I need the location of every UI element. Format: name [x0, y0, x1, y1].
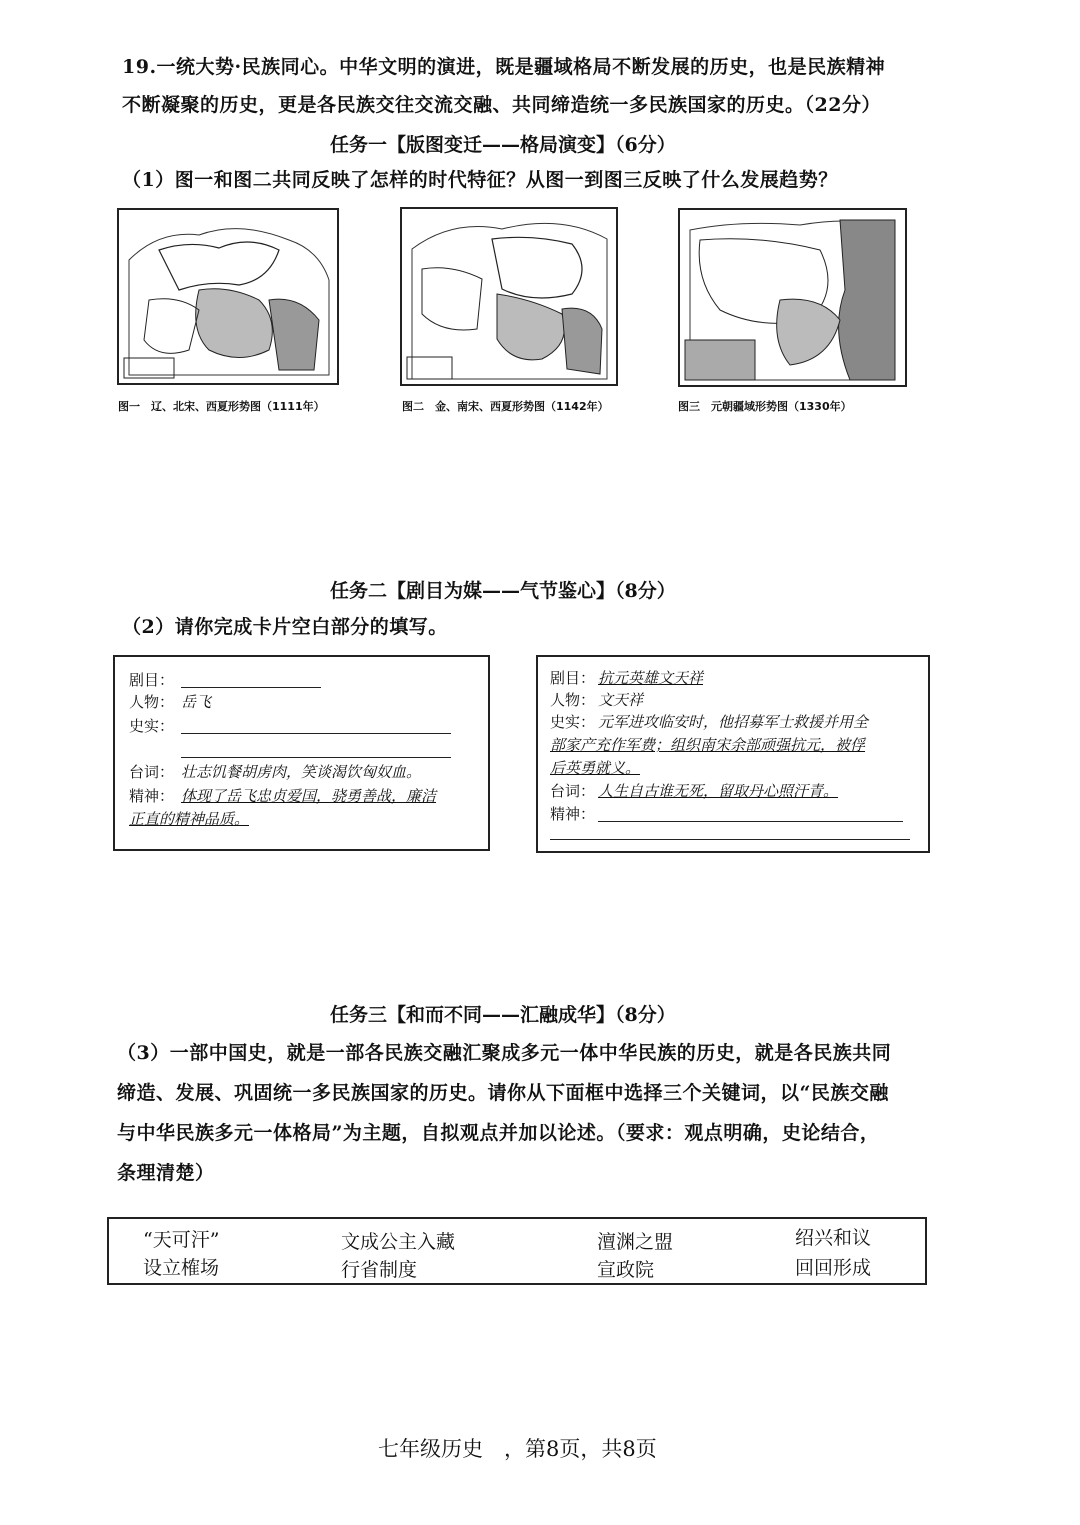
card1-spirit-line-1: 体现了岳飞忠贞爱国，骁勇善战，廉洁 [181, 787, 437, 805]
card2-person-label: 人物： [550, 691, 596, 709]
map-1-liao-song-xixia [117, 208, 339, 385]
keyword: 澶渊之盟 [597, 1231, 674, 1253]
card1-spirit-line-2: 正直的精神品质。 [129, 810, 250, 828]
card1-line: 壮志饥餐胡虏肉，笑谈渴饮匈奴血。 [181, 763, 422, 781]
card2-fact-label: 史实： [550, 713, 596, 731]
keyword: 绍兴和议 [795, 1227, 872, 1249]
card1-line-label: 台词： [129, 763, 175, 781]
keyword: 文成公主入藏 [341, 1231, 456, 1253]
page-footer: 七年级历史 ，第8页，共8页 [378, 1437, 657, 1461]
task3-title: 任务三【和而不同——汇融成华】（8分） [330, 1004, 676, 1026]
task3-question-line-4: 条理清楚） [117, 1162, 215, 1184]
task3-question-line-2: 缔造、发展、巩固统一多民族国家的历史。请你从下面框中选择三个关键词，以“民族交融 [117, 1082, 889, 1104]
keyword: 回回形成 [795, 1257, 872, 1279]
map-3-yuan-territory [678, 208, 907, 387]
keyword: “天可汗” [143, 1229, 220, 1251]
card1-play-blank[interactable] [181, 687, 321, 688]
map-3-caption: 图三 元朝疆域形势图（1330年） [678, 400, 852, 413]
card-wentianxiang [536, 655, 930, 853]
card1-fact-blank-1[interactable] [181, 733, 451, 734]
card1-fact-label: 史实： [129, 717, 175, 735]
card1-fact-blank-2[interactable] [181, 757, 451, 758]
keyword: 设立榷场 [143, 1257, 220, 1279]
card2-spirit-blank-1[interactable] [598, 821, 903, 822]
card2-line-label: 台词： [550, 782, 596, 800]
map-1-caption: 图一 辽、北宋、西夏形势图（1111年） [118, 400, 325, 413]
task2-question: （2）请你完成卡片空白部分的填写。 [122, 616, 448, 638]
task1-title: 任务一【版图变迁——格局演变】（6分） [330, 134, 676, 156]
map-2-caption: 图二 金、南宋、西夏形势图（1142年） [402, 400, 609, 413]
task3-question-line-1: （3）一部中国史，就是一部各民族交融汇聚成多元一体中华民族的历史，就是各民族共同 [117, 1042, 892, 1064]
card1-play-label: 剧目： [129, 671, 175, 689]
task3-question-line-3: 与中华民族多元一体格局”为主题，自拟观点并加以论述。（要求：观点明确，史论结合， [117, 1122, 880, 1144]
question-line-2: 不断凝聚的历史，更是各民族交往交流交融、共同缔造统一多民族国家的历史。（22分） [122, 94, 881, 116]
card2-fact-line-3: 后英勇就义。 [550, 759, 641, 777]
question-line-1: 19.一统大势·民族同心。中华文明的演进，既是疆域格局不断发展的历史，也是民族精神 [122, 56, 886, 78]
task1-question: （1）图一和图二共同反映了怎样的时代特征？从图一到图三反映了什么发展趋势？ [122, 169, 838, 191]
card-yuefei [113, 655, 490, 851]
card2-spirit-label: 精神： [550, 805, 596, 823]
card2-line: 人生自古谁无死，留取丹心照汗青。 [598, 782, 839, 800]
card2-play-label: 剧目： [550, 669, 596, 687]
task2-title: 任务二【剧目为媒——气节鉴心】（8分） [330, 580, 676, 602]
card2-fact-line-1: 元军进攻临安时，他招募军士救援并用全 [598, 713, 869, 731]
card1-person: 岳飞 [181, 693, 212, 711]
card2-person: 文天祥 [598, 691, 644, 709]
map-2-jin-nansong-xixia [400, 207, 618, 386]
card2-fact-line-2: 部家产充作军费；组织南宋余部顽强抗元，被俘 [550, 736, 866, 754]
card2-play: 抗元英雄文天祥 [598, 669, 704, 687]
keyword-box [107, 1217, 927, 1285]
card1-spirit-label: 精神： [129, 787, 175, 805]
keyword: 宣政院 [597, 1259, 655, 1281]
card1-person-label: 人物： [129, 693, 175, 711]
card2-spirit-blank-2[interactable] [550, 839, 910, 840]
keyword: 行省制度 [341, 1259, 418, 1281]
